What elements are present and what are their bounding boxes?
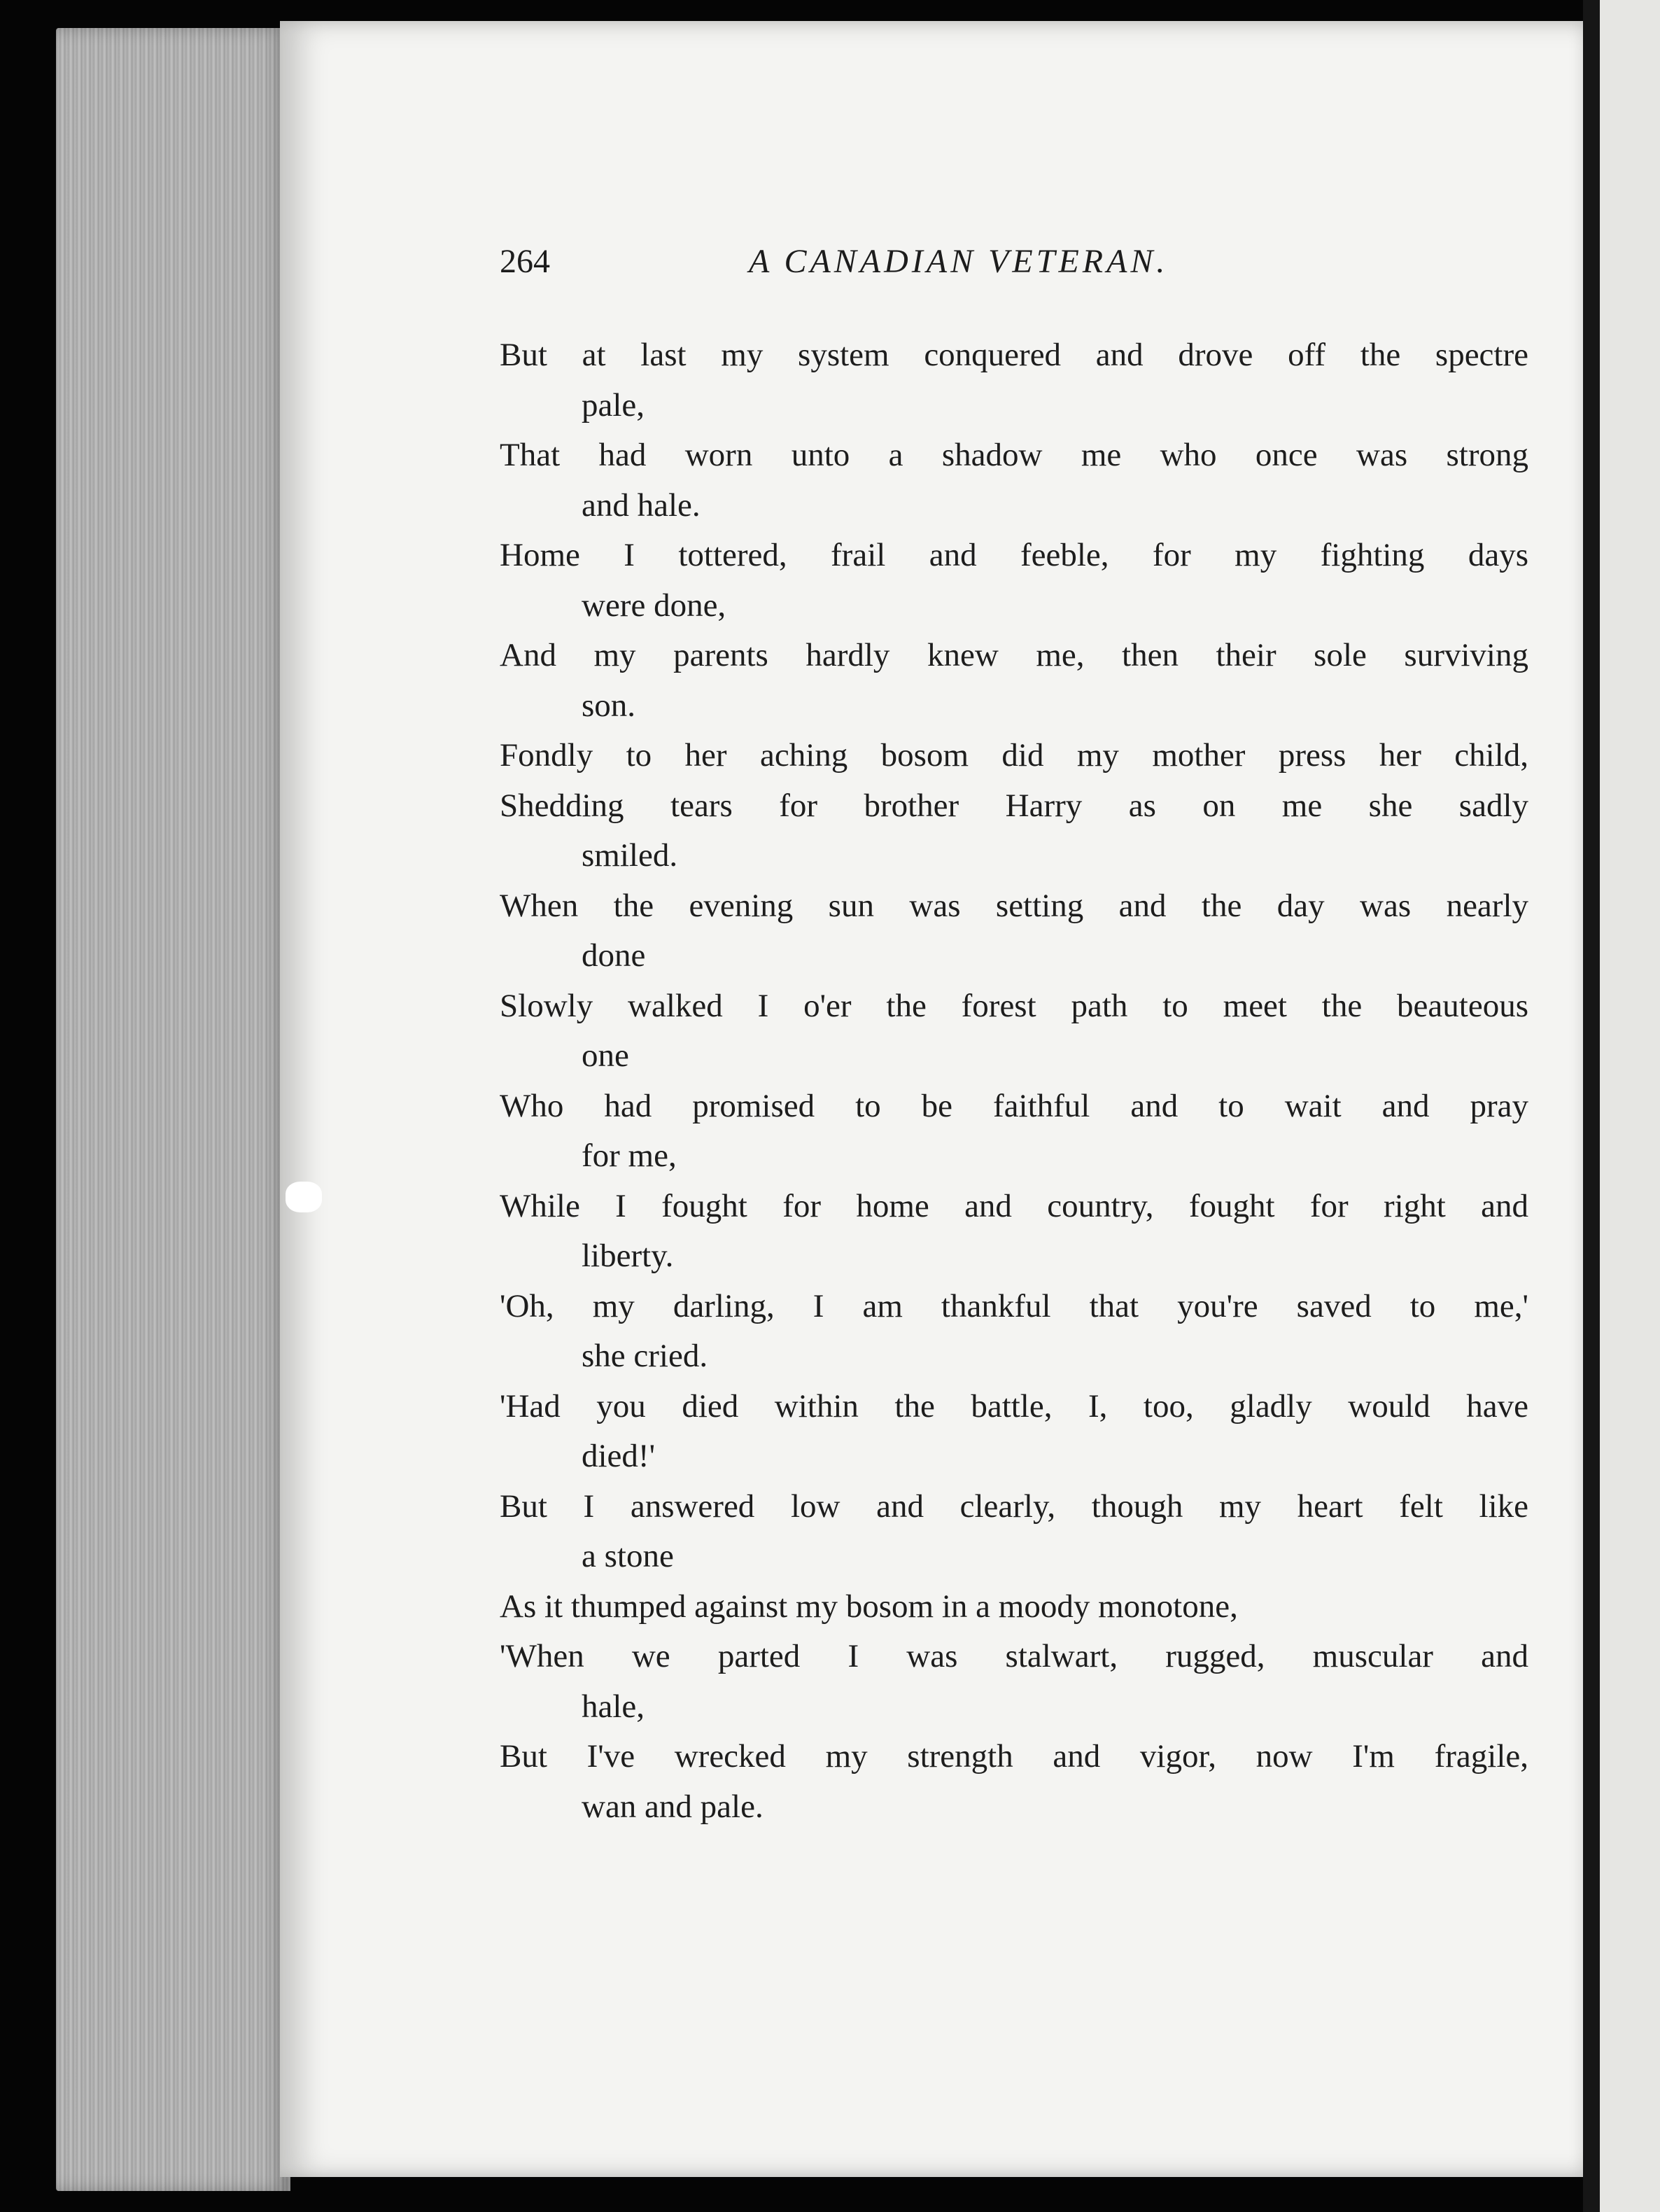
poem-line-continuation: wan and pale. [582,1788,764,1825]
poem-line: But I've wrecked my strength and vigor, now I'm fragile, [500,1738,1528,1774]
poem-line-continuation: done [582,937,646,974]
page-edges [56,28,290,2191]
poem-line: Fondly to her aching bosom did my mother press her child, [500,737,1528,774]
poem-line-continuation: son. [582,687,636,724]
poem-line: Shedding tears for brother Harry as on me she sadly [500,787,1528,824]
poem-line: As it thumped against my bosom in a moody monotone, [500,1588,1238,1625]
poem-line: And my parents hardly knew me, then their sole surviving [500,637,1528,673]
poem-line-continuation: hale, [582,1688,645,1725]
page-number: 264 [500,243,550,280]
poem-line-continuation: she cried. [582,1338,708,1374]
poem-line: 'Oh, my darling, I am thankful that you're saved to me,' [500,1287,1528,1324]
poem-line-continuation: for me, [582,1138,677,1174]
poem-line-continuation: and hale. [582,486,701,524]
poem-line: While I fought for home and country, fought for right and [500,1187,1528,1224]
poem-line-continuation: smiled. [582,837,678,874]
poem-line-continuation: died!' [582,1438,656,1474]
poem-line-continuation: liberty. [582,1238,674,1274]
poem-line-continuation: were done, [582,587,726,624]
poem-line: That had worn unto a shadow me who once was strong [500,437,1528,473]
poem-line: 'When we parted I was stalwart, rugged, muscular and [500,1638,1528,1674]
poem-line-continuation: a stone [582,1538,674,1574]
poem-line: Slowly walked I o'er the forest path to meet the beauteous [500,987,1528,1024]
paper-flaw [286,1182,322,1212]
binding-shadow [1583,0,1600,2212]
poem-text [500,330,1528,1832]
poem-line: When the evening sun was setting and the day was nearly [500,887,1528,924]
running-header [500,242,1528,291]
poem-line: But at last my system conquered and drove off the spectre [500,337,1528,373]
poem-line-continuation: one [582,1037,629,1074]
poem-line: Who had promised to be faithful and to wait and pray [500,1087,1528,1124]
poem-line-continuation: pale, [582,386,645,424]
facing-page-edge [1600,0,1660,2212]
poem-line: 'Had you died within the battle, I, too, gladly would have [500,1387,1528,1424]
poem-line: Home I tottered, frail and feeble, for my fighting days [500,537,1528,573]
poem-line: But I answered low and clearly, though my heart felt like [500,1488,1528,1525]
running-title: A CANADIAN VETERAN. [749,243,1169,280]
